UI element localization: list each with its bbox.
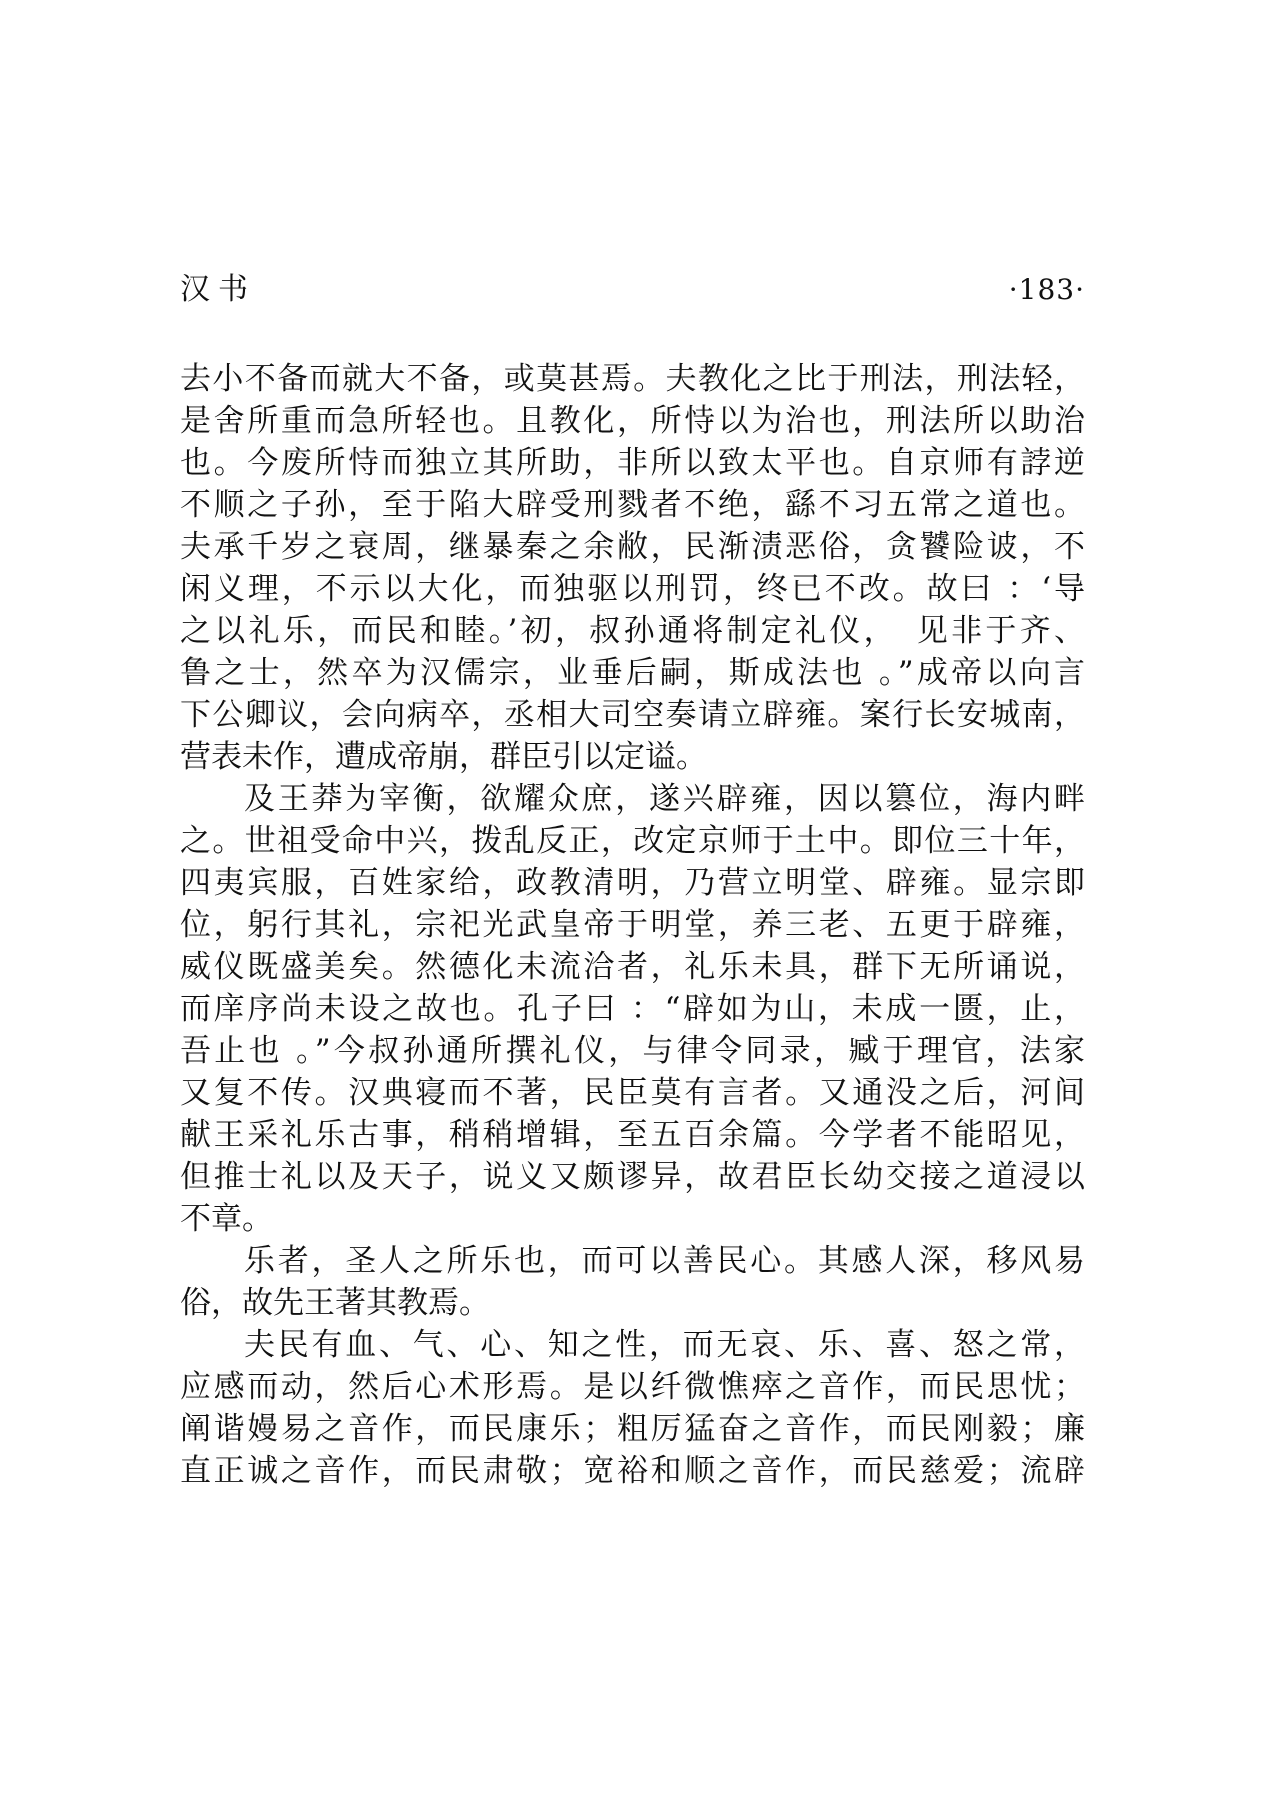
- text-line: 之。世祖受命中兴，拨乱反正，改定京师于土中。即位三十年，: [180, 823, 1085, 859]
- text-line: 直正诚之音作，而民肃敬；宽裕和顺之音作，而民慈爱；流辟: [180, 1453, 1085, 1489]
- text-line: 之以礼乐，而民和睦。’初，叔孙通将制定礼仪， 见非于齐、: [180, 613, 1085, 649]
- text-line: 不顺之子孙，至于陷大辟受刑戮者不绝，繇不习五常之道也。: [180, 487, 1085, 523]
- text-line: 位，躬行其礼，宗祀光武皇帝于明堂，养三老、五更于辟雍，: [180, 907, 1085, 943]
- text-line: 又复不传。汉典寝而不著，民臣莫有言者。又通没之后，河间: [180, 1075, 1085, 1111]
- text-line: 去小不备而就大不备，或莫甚焉。夫教化之比于刑法，刑法轻，: [180, 361, 1085, 397]
- text-line: 营表未作，遭成帝崩，群臣引以定谥。: [180, 739, 707, 775]
- text-line: 应感而动，然后心术形焉。是以纤微憔瘁之音作，而民思忧；: [180, 1369, 1085, 1405]
- text-line: 鲁之士，然卒为汉儒宗，业垂后嗣，斯成法也 。”成帝以向言: [180, 655, 1085, 691]
- text-line: 而庠序尚未设之故也。孔子曰 ：“辟如为山，未成一匮，止，: [180, 991, 1085, 1027]
- text-line: 闲义理，不示以大化，而独驱以刑罚，终已不改。故曰 ：‘导: [180, 571, 1085, 607]
- text-line: 夫承千岁之衰周，继暴秦之余敝，民渐渍恶俗，贪饕险诐，不: [180, 529, 1085, 565]
- text-line: 不章。: [180, 1201, 273, 1237]
- text-line: 俗，故先王著其教焉。: [180, 1285, 490, 1321]
- running-header: [180, 268, 1085, 312]
- page-number: ·183·: [1008, 273, 1085, 306]
- text-line: 是舍所重而急所轻也。且教化，所恃以为治也，刑法所以助治: [180, 403, 1085, 439]
- body-text: [180, 358, 1085, 1492]
- text-line: 吾止也 。”今叔孙通所撰礼仪，与律令同录，臧于理官，法家: [180, 1033, 1085, 1069]
- text-line: 但推士礼以及天子，说义又颇谬异，故君臣长幼交接之道浸以: [180, 1159, 1085, 1195]
- book-title: 汉书: [180, 272, 256, 307]
- text-line: 献王采礼乐古事，稍稍增辑，至五百余篇。今学者不能昭见，: [180, 1117, 1085, 1153]
- text-line: 四夷宾服，百姓家给，政教清明，乃营立明堂、辟雍。显宗即: [180, 865, 1085, 901]
- text-line: 及王莽为宰衡，欲耀众庶，遂兴辟雍，因以篡位，海内畔: [244, 781, 1085, 817]
- text-line: 阐谐嫚易之音作，而民康乐；粗厉猛奋之音作，而民刚毅；廉: [180, 1411, 1085, 1447]
- text-line: 威仪既盛美矣。然德化未流洽者，礼乐未具，群下无所诵说，: [180, 949, 1085, 985]
- text-line: 乐者，圣人之所乐也，而可以善民心。其感人深，移风易: [244, 1243, 1085, 1279]
- text-line: 夫民有血、气、心、知之性，而无哀、乐、喜、怒之常，: [244, 1327, 1085, 1363]
- text-line: 也。今废所恃而独立其所助，非所以致太平也。自京师有誖逆: [180, 445, 1085, 481]
- text-line: 下公卿议，会向病卒，丞相大司空奏请立辟雍。案行长安城南，: [180, 697, 1085, 733]
